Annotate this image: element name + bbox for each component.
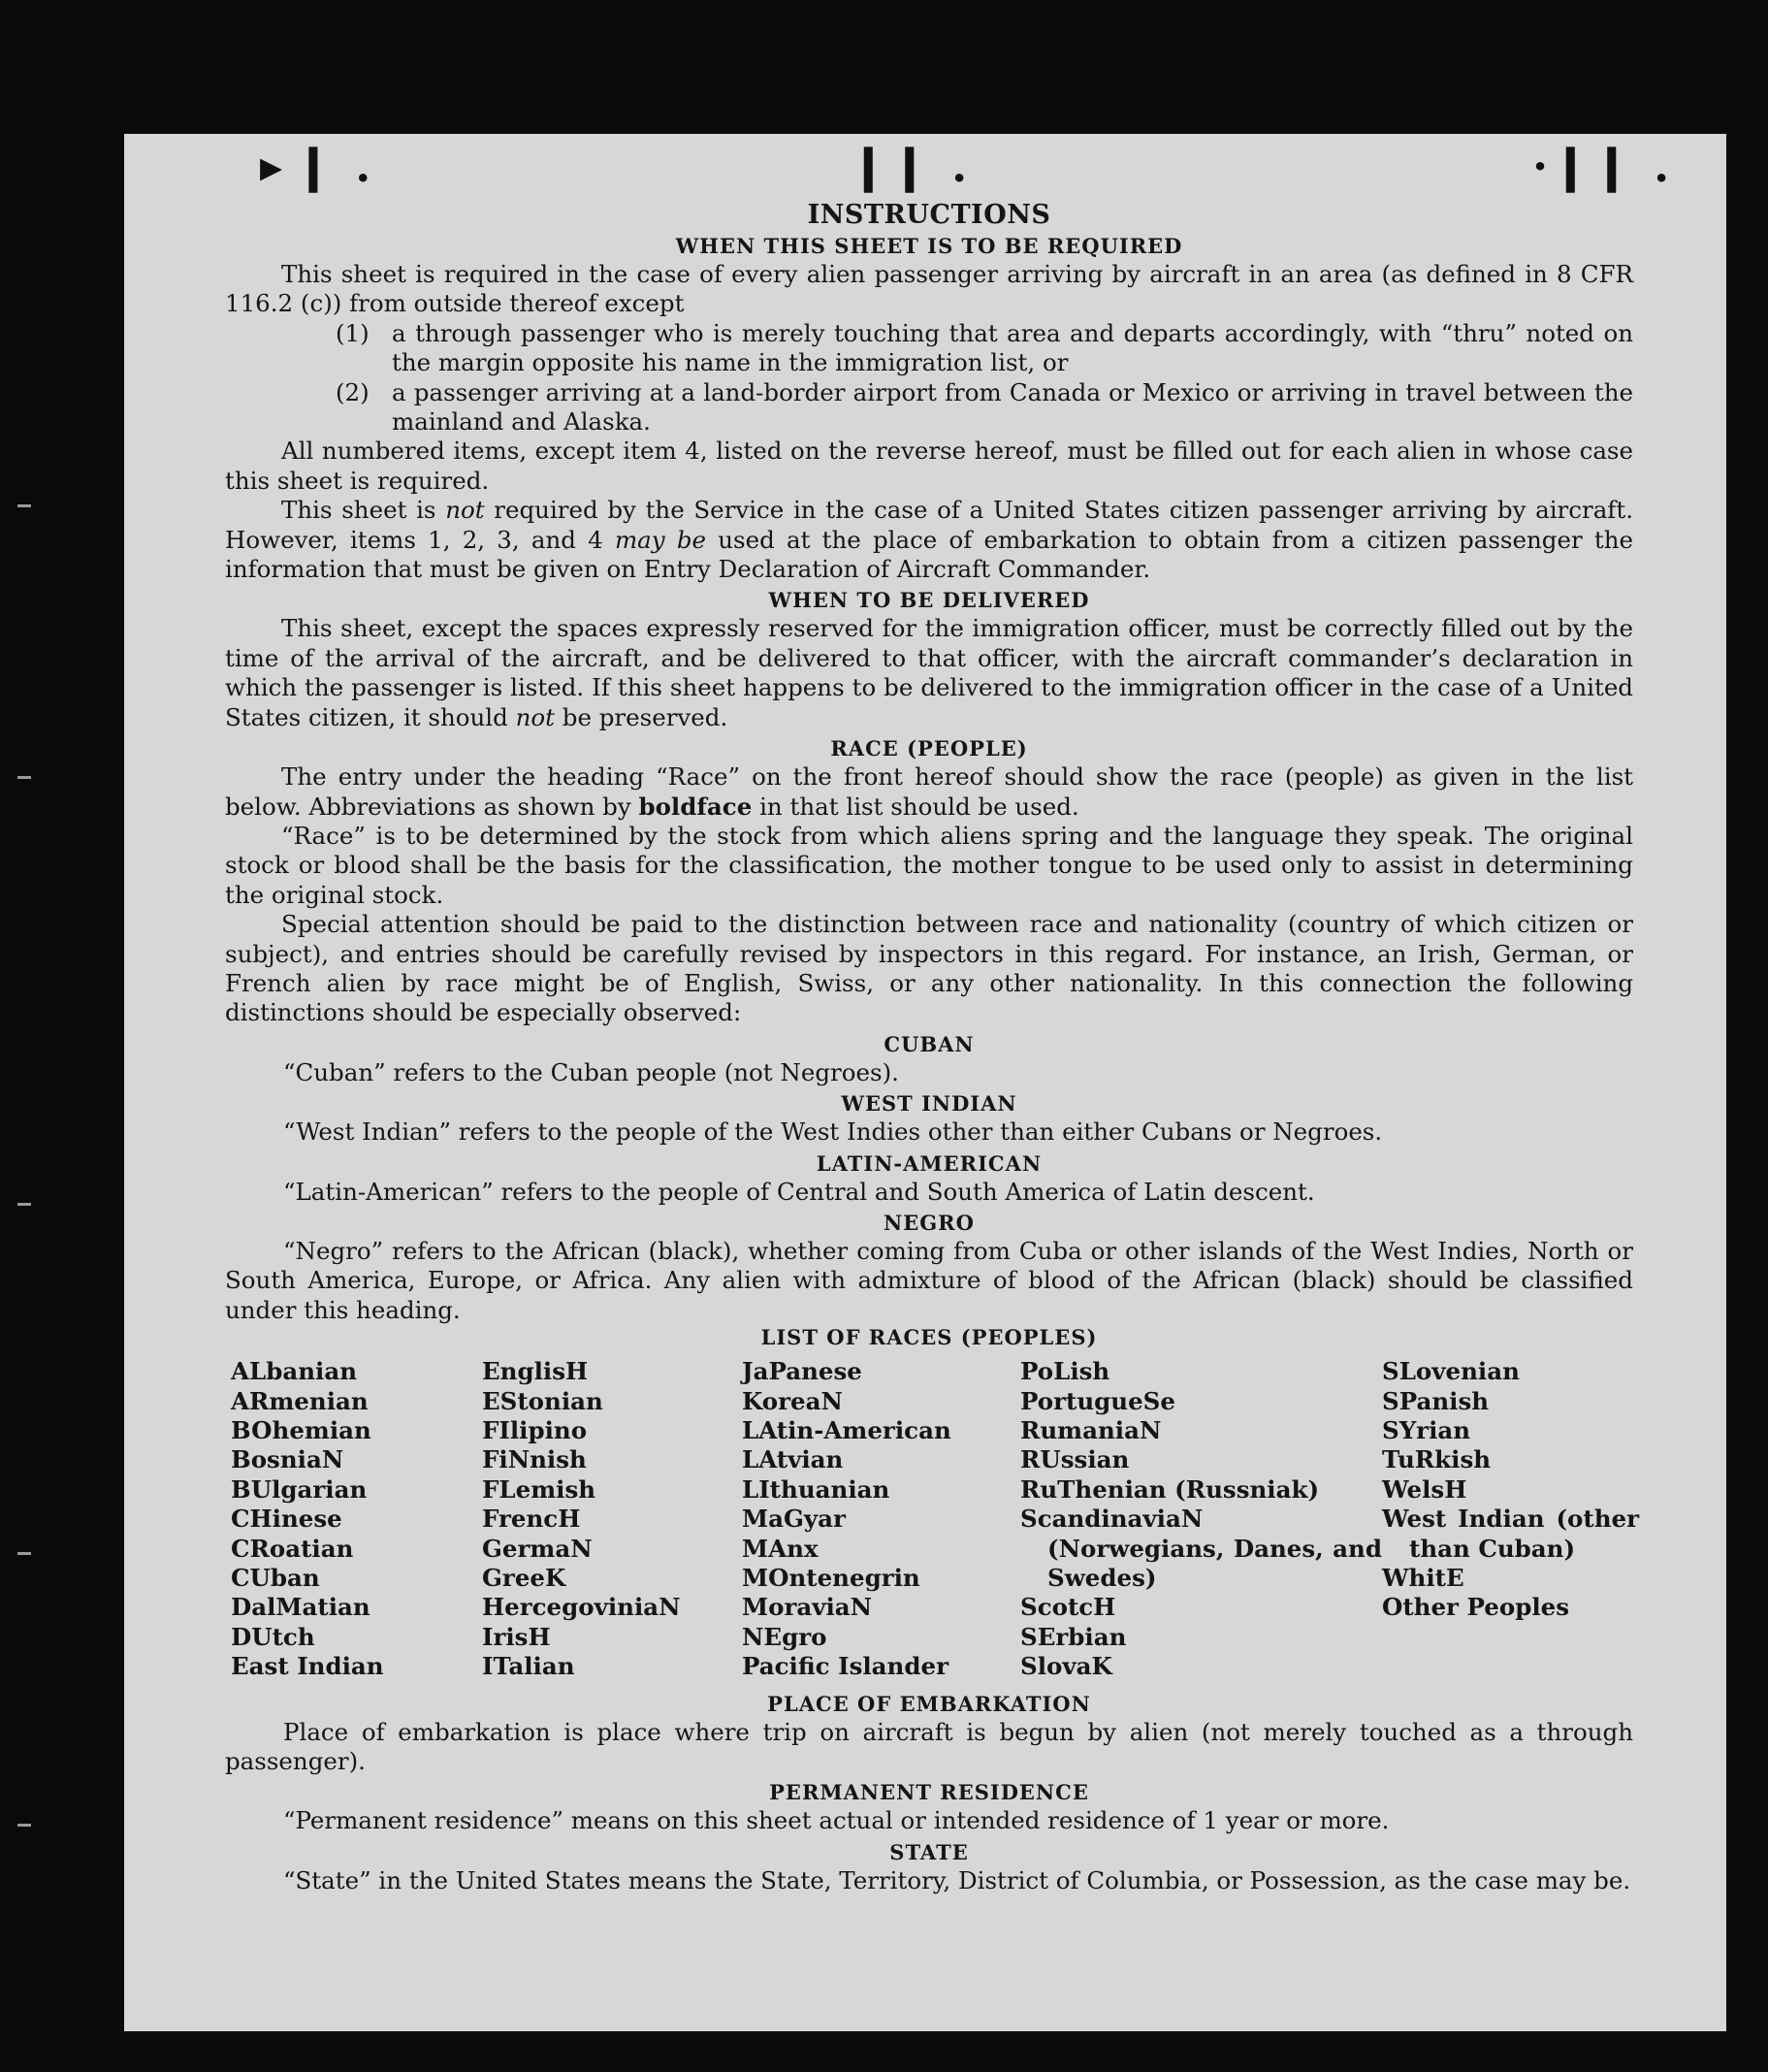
race-entry: EnglisH — [482, 1357, 589, 1386]
race-entry: FLemish — [482, 1474, 596, 1504]
races-column-5 — [1382, 1357, 1639, 1681]
race-entry: DalMatian — [231, 1593, 370, 1622]
race-entry: KoreaN — [742, 1386, 843, 1415]
race-entry: Pacific Islander — [742, 1652, 948, 1681]
distinction-text-negro: “Negro” refers to the African (black), whether coming from Cuba or other islands of the West Indies, North or South America, Europe, or Africa. Any alien with admixture of blood of the African (black) should be classified under this heading. — [225, 1236, 1633, 1324]
race-entry: WelsH — [1382, 1474, 1467, 1504]
races-list-heading: LIST OF RACES (PEOPLES) — [760, 1325, 1098, 1350]
race-paragraph-2: “Race” is to be determined by the stock from which aliens spring and the language they speak. The original stock or blood shall be the basis for the classification, the mother tongue to be used only to assist in determining the original stock. — [225, 821, 1633, 909]
distinction-text-west-indian: “West Indian” refers to the people of the West Indies other than either Cubans or Negroes. — [283, 1117, 1383, 1147]
race-entry: EStonian — [482, 1386, 603, 1415]
race-entry: SLovenian — [1382, 1357, 1520, 1386]
race-entry: SlovaK — [1020, 1652, 1112, 1681]
race-entry: WhitE — [1382, 1564, 1464, 1593]
race-entry: ARmenian — [231, 1386, 369, 1415]
distinction-text-latin-american: “Latin-American” refers to the people of Central and South America of Latin descent. — [283, 1177, 1315, 1206]
embarkation-text: Place of embarkation is place where trip on aircraft is begun by alien (not merely touched as a through passenger). — [225, 1717, 1633, 1776]
races-column-3 — [742, 1357, 1020, 1681]
race-entry: ALbanian — [231, 1357, 358, 1386]
citizen-paragraph: This sheet is not required by the Service in the case of a United States citizen passenger arriving by aircraft. However, items 1, 2, 3, and 4 may be used at the place of embarkation to obtain from a citizen passenger the information that must be given on Entry Declaration of Aircraft Commander. — [225, 496, 1633, 584]
race-entry: MoraviaN — [742, 1593, 873, 1622]
item-text: a through passenger who is merely touching that area and departs accordingly, with “thru” noted on the margin opposite his name in the immigration list, or — [392, 318, 1633, 377]
races-list — [231, 1357, 1639, 1681]
race-entry: BUlgarian — [231, 1474, 368, 1504]
page-title: INSTRUCTIONS — [807, 200, 1051, 230]
numbered-items-paragraph: All numbered items, except item 4, listed on the reverse hereof, must be filled out for each alien in whose case this sheet is required. — [225, 437, 1633, 495]
race-entry: SPanish — [1382, 1386, 1490, 1415]
race-entry: CRoatian — [231, 1534, 354, 1563]
intro-paragraph: This sheet is required in the case of every alien passenger arriving by aircraft in an area (as defined in 8 CFR 116.2 (c)) from outside thereof except — [225, 260, 1633, 318]
races-column-4 — [1020, 1357, 1382, 1681]
race-entry: LAtvian — [742, 1445, 844, 1474]
race-entry: West Indian (other than Cuban) — [1382, 1505, 1639, 1563]
race-entry: PortugueSe — [1020, 1386, 1175, 1415]
section-heading-state: STATE — [889, 1839, 969, 1864]
exception-item-1 — [225, 319, 1633, 378]
race-paragraph-1: The entry under the heading “Race” on the front hereof should show the race (people) as given in the list below. Abbreviations as shown by boldface in that list should be used. — [225, 762, 1633, 821]
race-entry: East Indian — [231, 1652, 384, 1681]
race-entry: ITalian — [482, 1652, 575, 1681]
race-entry: FIlipino — [482, 1416, 588, 1444]
race-entry: NEgro — [742, 1622, 827, 1651]
race-entry: CHinese — [231, 1505, 342, 1534]
distinction-text-cuban: “Cuban” refers to the Cuban people (not Negroes). — [283, 1057, 899, 1086]
race-entry: GreeK — [482, 1564, 566, 1593]
race-entry: IrisH — [482, 1622, 551, 1651]
race-entry: Other Peoples — [1382, 1593, 1570, 1622]
race-entry: HercegoviniaN — [482, 1593, 681, 1622]
film-edge-mark — [17, 504, 31, 507]
race-entry: MOntenegrin — [742, 1564, 920, 1593]
section-heading-embarkation: PLACE OF EMBARKATION — [767, 1691, 1091, 1716]
film-edge-mark — [17, 1824, 31, 1827]
exception-item-2 — [225, 378, 1633, 437]
race-entry: SYrian — [1382, 1416, 1471, 1444]
section-heading-residence: PERMANENT RESIDENCE — [769, 1780, 1089, 1805]
film-edge-mark — [17, 1552, 31, 1555]
race-entry: FiNnish — [482, 1445, 587, 1474]
race-entry: ScotcH — [1020, 1593, 1116, 1622]
item-number: (1) — [336, 318, 370, 347]
section-heading-race: RACE (PEOPLE) — [830, 736, 1028, 761]
section-heading-when-required: WHEN THIS SHEET IS TO BE REQUIRED — [675, 234, 1183, 258]
race-entry: LAtin-American — [742, 1416, 951, 1444]
delivery-paragraph: This sheet, except the spaces expressly reserved for the immigration officer, must be correctly filled out by the time of the arrival of the aircraft, and be delivered to that officer, with the aircraft commander’s declaration in which the passenger is listed. If this sheet happens to be delivered to the immigration officer in the case of a United States citizen, it should not be preserved. — [225, 614, 1633, 731]
race-entry: DUtch — [231, 1622, 315, 1651]
stamp-left: ▸ ❙ . — [260, 140, 375, 192]
race-entry: CUban — [231, 1564, 320, 1593]
races-column-1 — [231, 1357, 482, 1681]
state-text: “State” in the United States means the State, Territory, District of Columbia, or Possession, as the case may be. — [283, 1865, 1631, 1894]
section-heading-when-delivered: WHEN TO BE DELIVERED — [768, 588, 1090, 613]
race-entry: FrencH — [482, 1505, 581, 1534]
race-entry: BosniaN — [231, 1445, 344, 1474]
race-entry: ScandinaviaN (Norwegians, Danes, and Swedes) — [1020, 1505, 1382, 1593]
race-entry: BOhemian — [231, 1416, 371, 1444]
distinction-heading-west-indian: WEST INDIAN — [841, 1091, 1017, 1117]
film-edge-mark — [17, 776, 31, 779]
race-entry: MaGyar — [742, 1505, 846, 1534]
stamp-right: ·❙❙ . — [1532, 140, 1674, 192]
race-entry: JaPanese — [742, 1357, 862, 1386]
race-entry: SErbian — [1020, 1622, 1127, 1651]
race-entry: TuRkish — [1382, 1445, 1492, 1474]
item-number: (2) — [336, 377, 370, 406]
race-entry: PoLish — [1020, 1357, 1110, 1386]
distinction-heading-negro: NEGRO — [884, 1210, 975, 1235]
race-entry: RuThenian (Russniak) — [1020, 1474, 1320, 1504]
distinction-heading-latin-american: LATIN-AMERICAN — [816, 1150, 1043, 1176]
residence-text: “Permanent residence” means on this sheet actual or intended residence of 1 year or more. — [283, 1806, 1390, 1835]
race-entry: GermaN — [482, 1534, 593, 1563]
distinction-heading-cuban: CUBAN — [884, 1031, 975, 1056]
race-paragraph-3: Special attention should be paid to the distinction between race and nationality (country of which citizen or subject), and entries should be carefully revised by inspectors in this regard. For instance, an Irish, German, or French alien by race might be of English, Swiss, or any other nationality. In this connection the following distinctions should be especially observed: — [225, 910, 1633, 1027]
race-entry: RUssian — [1020, 1445, 1130, 1474]
instruction-sheet — [124, 134, 1726, 2031]
stamp-center: ❙❙ . — [850, 140, 972, 192]
races-column-2 — [482, 1357, 742, 1681]
item-text: a passenger arriving at a land-border airport from Canada or Mexico or arriving in travel between the mainland and Alaska. — [392, 377, 1633, 437]
race-entry: LIthuanian — [742, 1474, 890, 1504]
film-edge-mark — [17, 1203, 31, 1206]
race-entry: MAnx — [742, 1534, 819, 1563]
page-number-stamps — [124, 140, 1726, 198]
race-entry: RumaniaN — [1020, 1416, 1162, 1444]
